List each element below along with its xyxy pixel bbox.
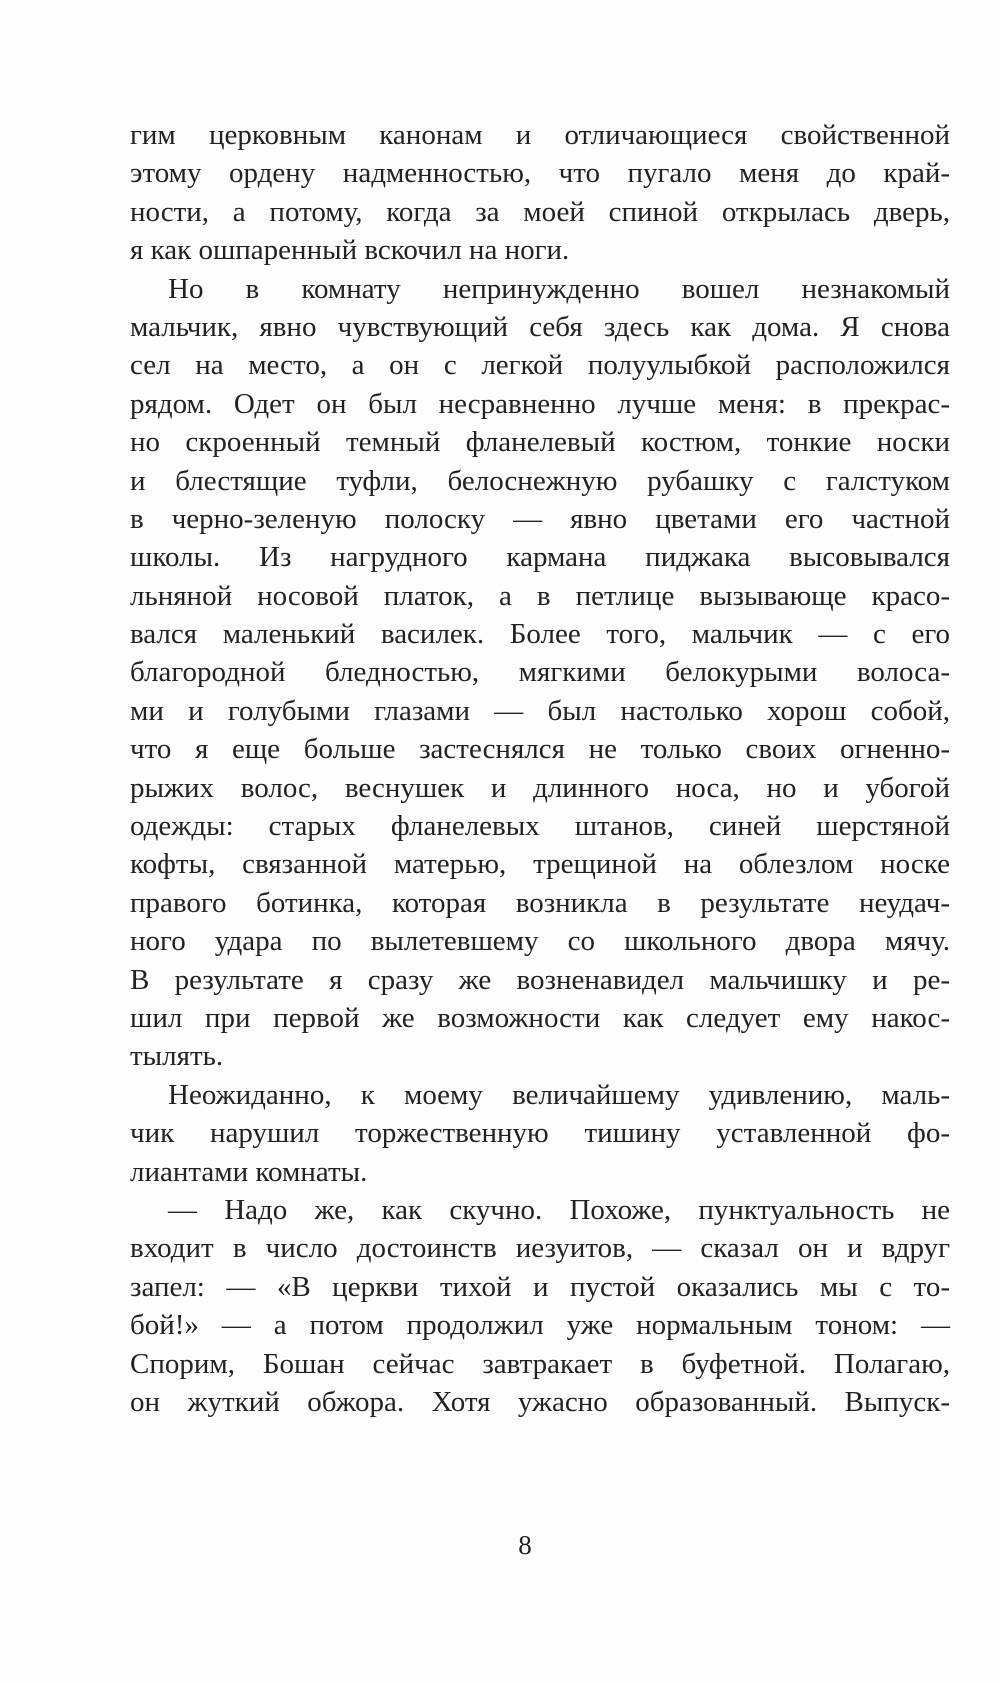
text-line: тылять. (130, 1040, 224, 1073)
text-line: гим церковным канонам и отличающиеся свойственной (130, 119, 950, 151)
text-line: шил при первой же возможности как следует ему накос- (130, 1001, 950, 1034)
text-line: правого ботинка, которая возникла в результате неудач- (130, 886, 950, 919)
text-line: рядом. Одет он был несравненно лучше меня: в прекрас- (130, 387, 950, 420)
text-line: ности, а потому, когда за моей спиной открылась дверь, (130, 195, 950, 228)
text-line: В результате я сразу же возненавидел мальчишку и ре- (130, 963, 950, 996)
text-line: кофты, связанной матерью, трещиной на облезлом носке (130, 848, 950, 881)
text-line: входит в число достоинств иезуитов, — сказал он и вдруг (130, 1232, 950, 1265)
page-number: 8 (518, 1530, 532, 1560)
text-line: школы. Из нагрудного кармана пиджака высовывался (130, 541, 950, 574)
text-line: бой!» — а потом продолжил уже нормальным тоном: — (130, 1309, 950, 1342)
text-line: льняной носовой платок, а в петлице вызывающе красо- (130, 579, 950, 612)
text-line: мальчик, явно чувствующий себя здесь как дома. Я снова (130, 310, 950, 343)
text-line: я как ошпаренный вскочил на ноги. (130, 234, 570, 267)
text-line: сел на место, а он с легкой полуулыбкой расположился (130, 349, 950, 382)
text-line: рыжих волос, веснушек и длинного носа, но и убогой (130, 771, 950, 804)
text-line: благородной бледностью, мягкими белокурыми волоса- (130, 656, 950, 689)
text-line: что я еще больше застеснялся не только своих огненно- (130, 733, 950, 766)
body-text (130, 116, 950, 1421)
text-line: но скроенный темный фланелевый костюм, тонкие носки (130, 426, 950, 459)
text-line: Спорим, Бошан сейчас завтракает в буфетной. Полагаю, (130, 1347, 950, 1380)
text-line: Но в комнату непринужденно вошел незнакомый (168, 272, 950, 305)
text-line: Неожиданно, к моему величайшему удивлению, маль- (168, 1078, 950, 1111)
text-line: вался маленький василек. Более того, мальчик — с его (130, 618, 950, 651)
text-line: этому ордену надменностью, что пугало меня до край- (130, 157, 950, 190)
text-line: ного удара по вылетевшему со школьного двора мячу. (130, 925, 950, 958)
text-line: запел: — «В церкви тихой и пустой оказались мы с то- (130, 1270, 950, 1303)
text-line: лиантами комнаты. (130, 1155, 368, 1188)
text-line: чик нарушил торжественную тишину уставленной фо- (130, 1117, 950, 1150)
text-line: — Надо же, как скучно. Похоже, пунктуальность не (168, 1193, 950, 1226)
text-line: он жуткий обжора. Хотя ужасно образованный. Выпуск- (130, 1385, 950, 1418)
text-line: в черно-зеленую полоску — явно цветами его частной (130, 502, 950, 535)
text-line: и блестящие туфли, белоснежную рубашку с галстуком (130, 464, 950, 497)
text-line: одежды: старых фланелевых штанов, синей шерстяной (130, 810, 950, 843)
text-line: ми и голубыми глазами — был настолько хорош собой, (130, 694, 950, 727)
